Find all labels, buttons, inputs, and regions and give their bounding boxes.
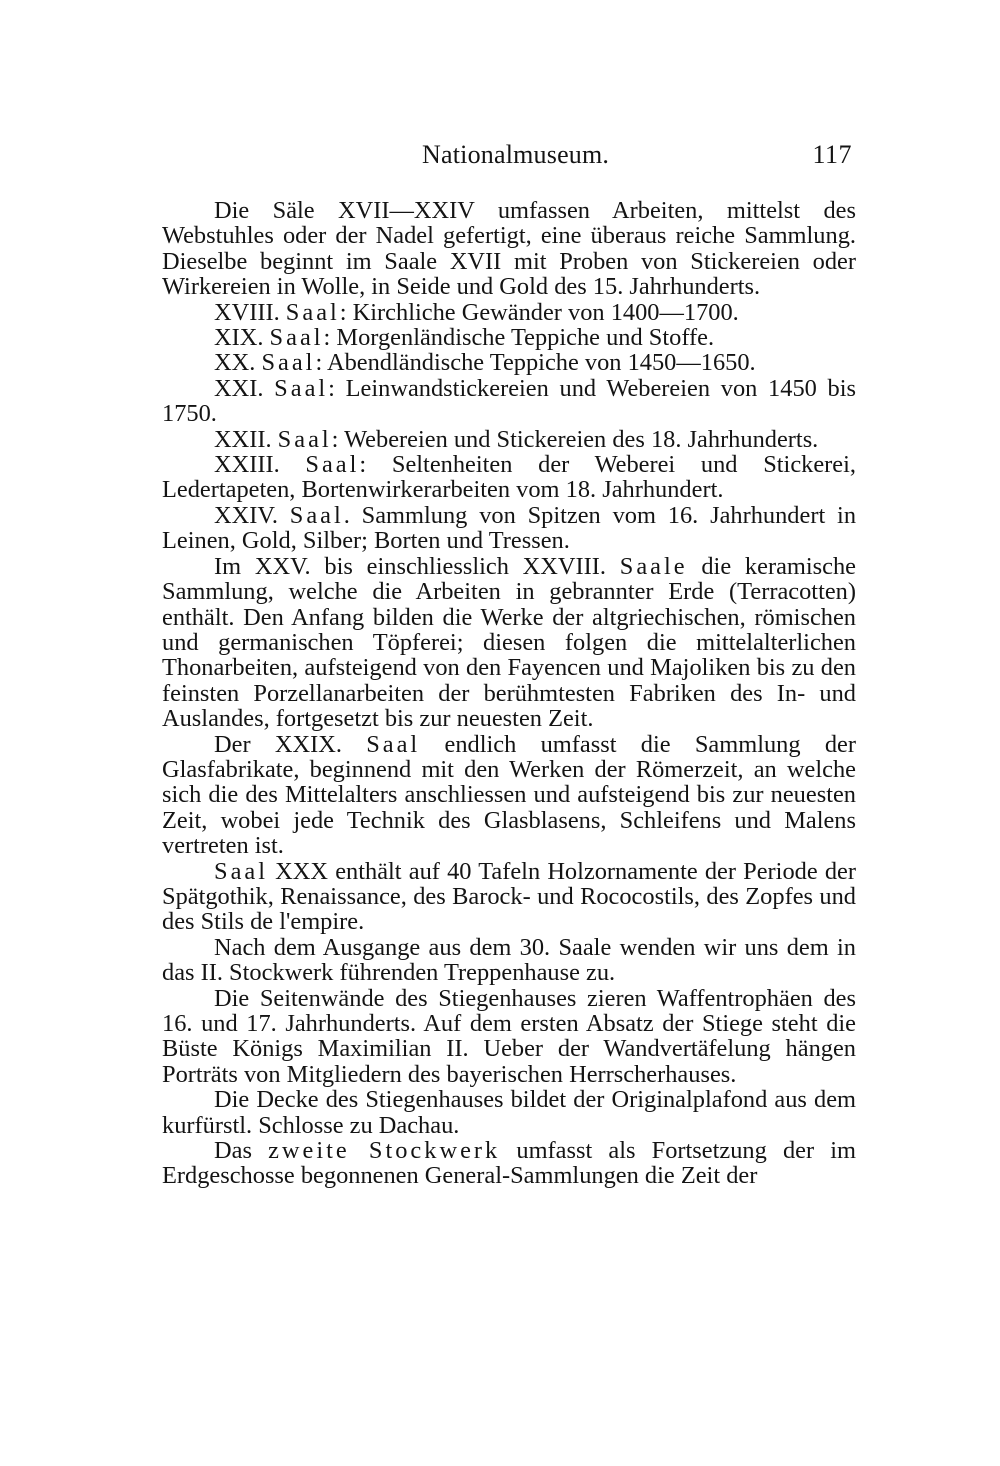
- paragraph-text: : Abendländische Teppiche von 1450—1650.: [315, 349, 756, 377]
- running-head: [162, 140, 856, 176]
- paragraph-staircase: [162, 935, 856, 986]
- paragraph-second-floor: [162, 1138, 856, 1189]
- paragraph-room-23: [162, 452, 856, 503]
- paragraph-room-30: [162, 859, 856, 935]
- running-title: Nationalmuseum.: [422, 140, 610, 169]
- book-page: [162, 0, 856, 1466]
- paragraph-text: die keramische Sammlung, welche die Arbeiten in gebrannter Erde (Terracotten) enthält. Den Anfang bilden die Werke der altgriechischen, römischen und germanischen Töpferei; diesen folgen die mittelalterlichen Thonarbeiten, aufsteigend von den Fayencen und Majoliken bis zu den feinsten Porzellanarbeiten der berühmtesten Fabriken des In- und Auslandes, fortgesetzt bis zur neuesten Zeit.: [162, 552, 856, 733]
- paragraph-text: Nach dem Ausgange aus dem 30. Saale wenden wir uns dem in das II. Stockwerk führenden Treppenhause zu.: [162, 933, 856, 987]
- spaced-word: Saal: [305, 451, 360, 479]
- paragraph-textiles-intro: [162, 198, 856, 300]
- paragraph-room-20: [162, 350, 856, 375]
- spaced-word: Saal: [289, 501, 344, 529]
- room-number: XXIII.: [214, 451, 306, 479]
- paragraph-text: : Leinwandstickereien und Webereien von 1450 bis 1750.: [162, 374, 857, 428]
- page-number: 117: [812, 140, 852, 169]
- spaced-word: Saal: [277, 425, 332, 453]
- paragraph-text: Die Säle XVII—XXIV umfassen Arbeiten, mittelst des Webstuhles oder der Nadel gefertigt, eine überaus reiche Sammlung. Dieselbe beginnt im Saale XVII mit Proben von Stickereien oder Wirkereien in Wolle, in Seide und Gold des 15. Jahrhunderts.: [162, 197, 856, 301]
- paragraph-text: : Seltenheiten der Weberei und Stickerei, Ledertapeten, Bortenwirkerarbeiten vom 18. Jahrhundert.: [162, 451, 856, 504]
- paragraph-text: umfasst als Fortsetzung der im Erdgeschosse begonnenen General-Sammlungen die Zeit der: [162, 1137, 857, 1190]
- paragraph-glass: [162, 732, 856, 859]
- paragraph-text: : Webereien und Stickereien des 18. Jahrhunderts.: [331, 425, 819, 453]
- room-number: XXIV.: [214, 501, 290, 529]
- spaced-word: Saal: [269, 324, 324, 352]
- paragraph-text: endlich umfasst die Sammlung der Glasfabrikate, beginnend mit den Werken der Römerzeit, an welche sich die des Mittelalters anschliessen und aufsteigend bis zur neuesten Zeit, wobei jede Technik des Glasblasens, Schleifens und Malens vertreten ist.: [162, 730, 856, 860]
- paragraph-text: : Morgenländische Teppiche und Stoffe.: [323, 324, 715, 352]
- spaced-word: Saale: [619, 552, 688, 580]
- paragraph-room-19: [162, 325, 856, 350]
- room-number: XXII.: [214, 425, 278, 453]
- spaced-word: Saal: [366, 730, 421, 758]
- paragraph-text: Die Seitenwände des Stiegenhauses zieren Waffentrophäen des 16. und 17. Jahrhunderts. Auf dem ersten Absatz der Stiege steht die Büste Königs Maximilian II. Ueber der Wandvertäfelung hängen Porträts von Mitgliedern des bayerischen Herrscherhauses.: [162, 984, 856, 1088]
- room-number: XXI.: [214, 374, 275, 402]
- paragraph-room-22: [162, 427, 856, 452]
- room-number: XX.: [214, 349, 262, 377]
- paragraph-text: Die Decke des Stiegenhauses bildet der Originalplafond aus dem kurfürstl. Schlosse zu Dachau.: [162, 1086, 856, 1139]
- paragraph-stair-walls: [162, 986, 856, 1088]
- paragraph-ceramics: [162, 554, 856, 732]
- spaced-word: Saal: [285, 298, 340, 326]
- spaced-word: Saal: [214, 857, 268, 885]
- room-number: XVIII.: [214, 298, 286, 326]
- paragraph-stair-ceiling: [162, 1087, 856, 1138]
- room-number: XIX.: [214, 324, 270, 352]
- body-text: [162, 198, 856, 1189]
- spaced-word: zweite Stockwerk: [268, 1137, 501, 1165]
- paragraph-text: . Sammlung von Spitzen vom 16. Jahrhundert in Leinen, Gold, Silber; Borten und Tressen.: [162, 501, 857, 555]
- spaced-word: Saal: [261, 349, 316, 377]
- paragraph-room-21: [162, 376, 856, 427]
- paragraph-text: : Kirchliche Gewänder von 1400—1700.: [339, 298, 739, 326]
- paragraph-text: XXX enthält auf 40 Tafeln Holzornamente der Periode der Spätgothik, Renaissance, des Barock- und Rococostils, des Zopfes und des Stils de l'empire.: [162, 857, 856, 936]
- room-number: Das: [214, 1137, 269, 1165]
- paragraph-room-18: [162, 300, 856, 325]
- paragraph-room-24: [162, 503, 856, 554]
- room-number: Im XXV. bis einschliesslich XXVIII.: [214, 552, 620, 580]
- spaced-word: Saal: [274, 374, 329, 402]
- room-number: Der XXIX.: [214, 730, 367, 758]
